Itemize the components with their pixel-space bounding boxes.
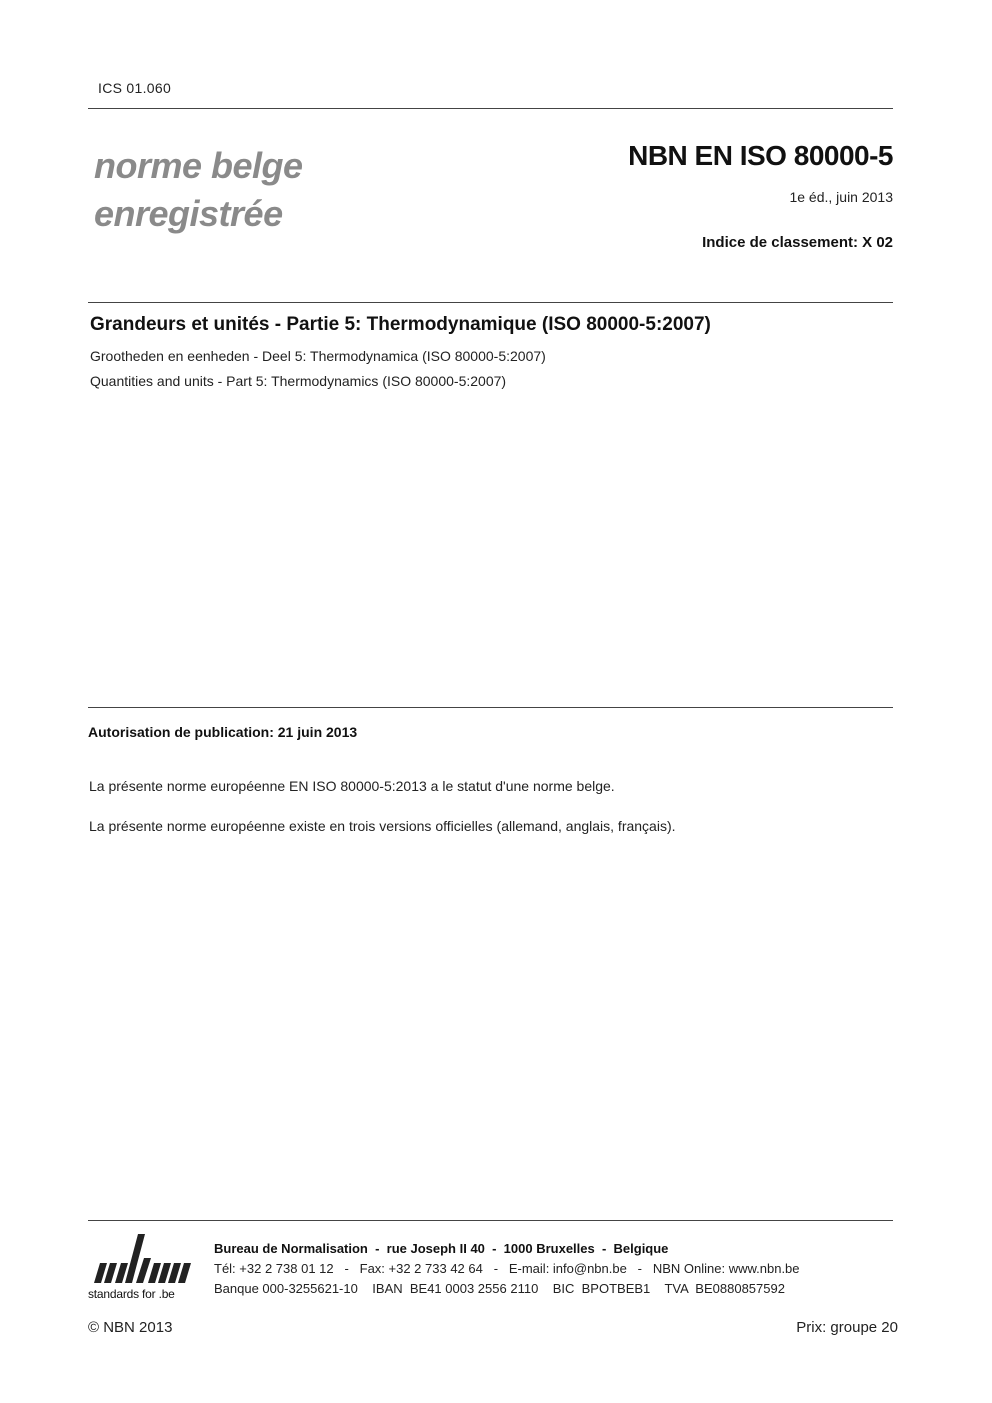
title-dutch: Grootheden en eenheden - Deel 5: Thermodynamica (ISO 80000-5:2007)	[90, 348, 546, 364]
address-line: Bureau de Normalisation - rue Joseph II 40 - 1000 Bruxelles - Belgique	[214, 1241, 669, 1256]
divider-publication	[88, 707, 893, 708]
edition-info: 1e éd., juin 2013	[789, 189, 893, 205]
status-paragraph: La présente norme européenne EN ISO 80000-5:2013 a le statut d'une norme belge.	[89, 778, 615, 794]
contact-line: Tél: +32 2 738 01 12 - Fax: +32 2 733 42 64 - E-mail: info@nbn.be - NBN Online: www.nbn.be	[214, 1261, 800, 1276]
copyright: © NBN 2013	[88, 1319, 173, 1336]
classification-index: Indice de classement: X 02	[702, 234, 893, 251]
logo-tagline: standards for .be	[88, 1287, 175, 1301]
title-french: Grandeurs et unités - Partie 5: Thermodynamique (ISO 80000-5:2007)	[90, 314, 711, 335]
norme-line-1: norme belge	[94, 145, 303, 186]
document-number: NBN EN ISO 80000-5	[628, 140, 893, 171]
divider-footer	[88, 1220, 893, 1221]
versions-paragraph: La présente norme européenne existe en trois versions officielles (allemand, anglais, français).	[89, 818, 676, 834]
norme-line-2: enregistrée	[94, 193, 283, 234]
norme-label	[94, 142, 303, 238]
title-english: Quantities and units - Part 5: Thermodynamics (ISO 80000-5:2007)	[90, 373, 507, 389]
bank-line: Banque 000-3255621-10 IBAN BE41 0003 2556 2110 BIC BPOTBEB1 TVA BE0880857592	[214, 1281, 785, 1296]
price-group: Prix: groupe 20	[796, 1319, 898, 1336]
divider-title	[88, 302, 893, 303]
publication-authorisation: Autorisation de publication: 21 juin 2013	[88, 724, 358, 740]
divider-top	[88, 108, 893, 109]
ics-code: ICS 01.060	[98, 80, 172, 96]
